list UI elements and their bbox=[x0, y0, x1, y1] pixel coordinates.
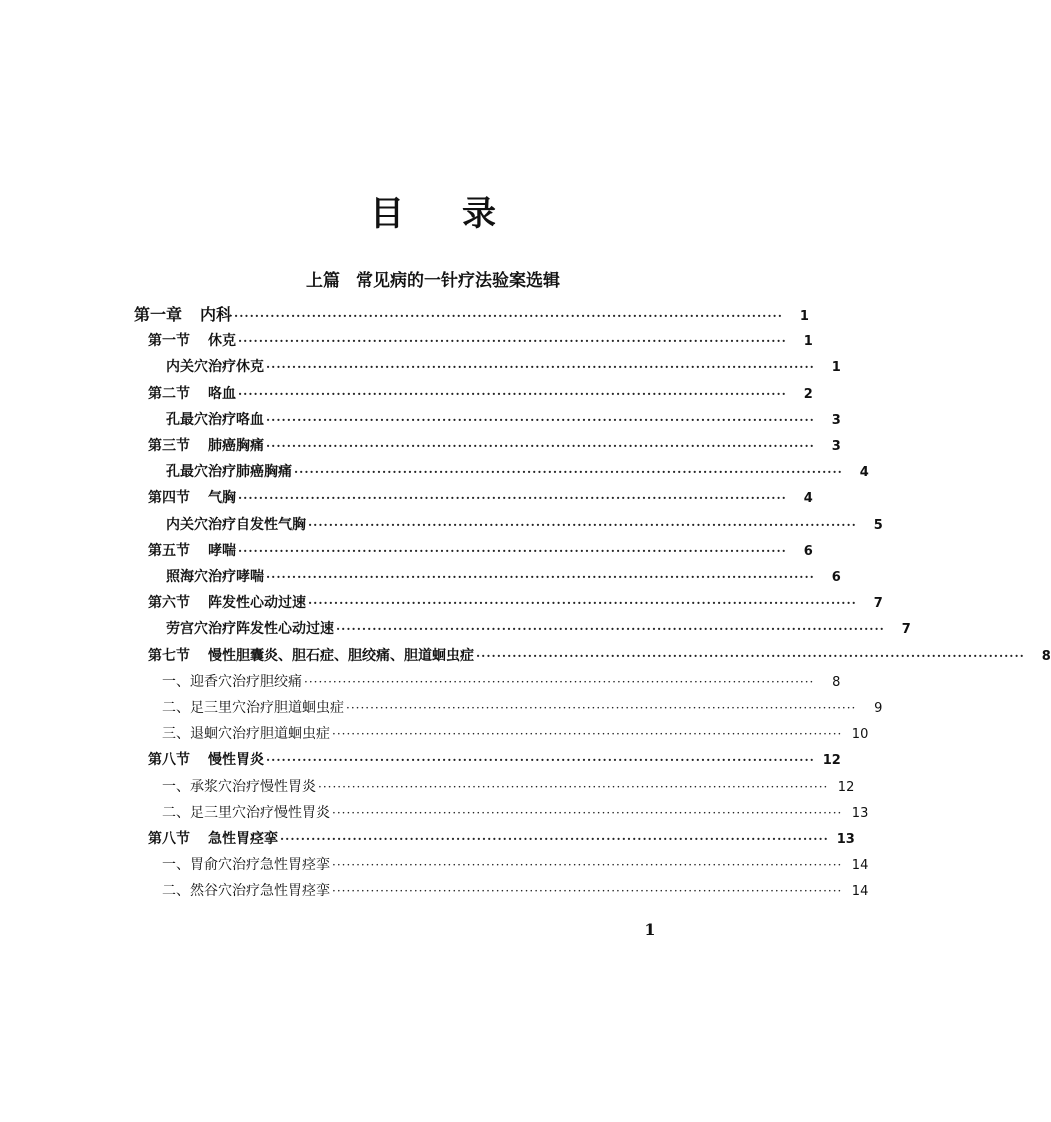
toc-title: 肺癌胸痛 bbox=[208, 438, 264, 454]
dot-leader: ·········································································································· bbox=[266, 753, 815, 767]
dot-leader: ·········································································································· bbox=[304, 675, 815, 689]
toc-row bbox=[162, 800, 869, 826]
page-title bbox=[0, 186, 866, 235]
toc-label bbox=[166, 616, 334, 642]
toc-row bbox=[148, 643, 1051, 669]
toc-label bbox=[166, 512, 306, 538]
dot-leader: ·········································································································· bbox=[332, 727, 843, 741]
toc-row bbox=[166, 459, 869, 485]
toc-row bbox=[148, 538, 813, 564]
dot-leader: ·········································································································· bbox=[294, 465, 843, 479]
toc-title: 孔最穴治疗咯血 bbox=[166, 412, 264, 428]
dot-leader: ·········································································································· bbox=[308, 596, 857, 610]
toc-title: 一、迎香穴治疗胆绞痛 bbox=[162, 674, 302, 690]
part-label: 上篇 bbox=[306, 271, 340, 291]
dot-leader: ·········································································································· bbox=[476, 649, 1025, 663]
toc-title: 急性胃痉挛 bbox=[208, 831, 278, 847]
toc-page-number: 6 bbox=[831, 570, 841, 585]
toc-title: 慢性胃炎 bbox=[208, 752, 264, 768]
toc-row bbox=[148, 747, 841, 773]
toc-number: 第二节 bbox=[148, 386, 190, 402]
dot-leader: ·········································································································· bbox=[266, 360, 815, 374]
toc-label bbox=[134, 302, 232, 328]
toc-label bbox=[166, 407, 264, 433]
toc-number: 第八节 bbox=[148, 831, 190, 847]
toc-title: 一、承浆穴治疗慢性胃炎 bbox=[162, 779, 316, 795]
toc-title: 休克 bbox=[208, 333, 236, 349]
toc-row bbox=[166, 616, 911, 642]
part-heading bbox=[0, 266, 866, 291]
dot-leader: ·········································································································· bbox=[266, 570, 815, 584]
toc-page-number: 8 bbox=[832, 675, 841, 690]
toc-row bbox=[162, 852, 869, 878]
toc-row bbox=[148, 433, 841, 459]
toc-label bbox=[162, 669, 302, 695]
toc-row bbox=[162, 774, 855, 800]
toc-label bbox=[162, 852, 330, 878]
toc-label bbox=[148, 826, 278, 852]
dot-leader: ·········································································································· bbox=[238, 491, 787, 505]
toc-title: 一、胃俞穴治疗急性胃痉挛 bbox=[162, 857, 330, 873]
toc-row bbox=[148, 590, 883, 616]
toc-row bbox=[148, 826, 855, 852]
toc-row bbox=[162, 669, 841, 695]
toc-page-number: 1 bbox=[799, 309, 809, 324]
toc-page-number: 1 bbox=[831, 360, 841, 375]
toc-label bbox=[148, 538, 236, 564]
toc-number: 第一章 bbox=[134, 305, 183, 324]
toc-row bbox=[166, 354, 841, 380]
toc-page-number: 13 bbox=[836, 832, 855, 847]
toc-row bbox=[148, 485, 813, 511]
toc-title: 孔最穴治疗肺癌胸痛 bbox=[166, 464, 292, 480]
toc-title: 二、足三里穴治疗胆道蛔虫症 bbox=[162, 700, 344, 716]
toc-page-number: 14 bbox=[851, 858, 869, 873]
toc-title: 照海穴治疗哮喘 bbox=[166, 569, 264, 585]
toc-label bbox=[162, 695, 344, 721]
toc-row bbox=[162, 878, 869, 904]
toc-page-number: 2 bbox=[803, 387, 813, 402]
toc-number: 第六节 bbox=[148, 595, 190, 611]
toc-row bbox=[166, 407, 841, 433]
toc-title: 二、足三里穴治疗慢性胃炎 bbox=[162, 805, 330, 821]
toc-label bbox=[162, 774, 316, 800]
toc-label bbox=[148, 643, 474, 669]
toc-row bbox=[162, 695, 883, 721]
toc-page-number: 3 bbox=[831, 439, 841, 454]
toc-title: 二、然谷穴治疗急性胃痉挛 bbox=[162, 883, 330, 899]
toc-number: 第七节 bbox=[148, 648, 190, 664]
toc-page-number: 6 bbox=[803, 544, 813, 559]
toc-title: 气胸 bbox=[208, 490, 236, 506]
dot-leader: ·········································································································· bbox=[332, 806, 843, 820]
dot-leader: ·········································································································· bbox=[332, 884, 843, 898]
toc-label bbox=[166, 564, 264, 590]
toc-page-number: 4 bbox=[859, 465, 869, 480]
title-char-2: 录 bbox=[462, 194, 496, 234]
toc-label bbox=[148, 485, 236, 511]
toc-label bbox=[162, 800, 330, 826]
toc-row bbox=[134, 302, 809, 328]
toc-label bbox=[166, 354, 264, 380]
toc-label bbox=[148, 433, 264, 459]
toc-page-number: 1 bbox=[803, 334, 813, 349]
toc-label bbox=[166, 459, 292, 485]
dot-leader: ·········································································································· bbox=[332, 858, 843, 872]
toc-page-number: 8 bbox=[1041, 649, 1051, 664]
toc-title: 哮喘 bbox=[208, 543, 236, 559]
toc-page-number: 3 bbox=[831, 413, 841, 428]
toc-page-number: 10 bbox=[851, 727, 869, 742]
toc-page-number: 7 bbox=[873, 596, 883, 611]
toc-label bbox=[162, 721, 330, 747]
title-char-1: 目 bbox=[370, 194, 404, 234]
toc-number: 第一节 bbox=[148, 333, 190, 349]
toc-title: 阵发性心动过速 bbox=[208, 595, 306, 611]
toc-title: 内科 bbox=[200, 305, 233, 324]
dot-leader: ·········································································································· bbox=[266, 439, 815, 453]
toc-row bbox=[166, 512, 883, 538]
toc-page-number: 14 bbox=[851, 884, 869, 899]
toc-row bbox=[166, 564, 841, 590]
toc-title: 内关穴治疗休克 bbox=[166, 359, 264, 375]
toc-number: 第三节 bbox=[148, 438, 190, 454]
dot-leader: ·········································································································· bbox=[238, 544, 787, 558]
dot-leader: ·········································································································· bbox=[280, 832, 829, 846]
toc-title: 内关穴治疗自发性气胸 bbox=[166, 517, 306, 533]
toc-label bbox=[162, 878, 330, 904]
toc-title: 咯血 bbox=[208, 386, 236, 402]
dot-leader: ·········································································································· bbox=[346, 701, 857, 715]
toc-page-number: 12 bbox=[837, 780, 855, 795]
toc-number: 第八节 bbox=[148, 752, 190, 768]
toc-page-number: 4 bbox=[803, 491, 813, 506]
dot-leader: ·········································································································· bbox=[308, 518, 857, 532]
toc-title: 慢性胆囊炎、胆石症、胆绞痛、胆道蛔虫症 bbox=[208, 648, 474, 664]
toc-label bbox=[148, 747, 264, 773]
toc-page-number: 7 bbox=[901, 622, 911, 637]
part-title: 常见病的一针疗法验案选辑 bbox=[356, 271, 560, 291]
toc-row bbox=[148, 381, 813, 407]
toc-title: 劳宫穴治疗阵发性心动过速 bbox=[166, 621, 334, 637]
dot-leader: ·········································································································· bbox=[336, 622, 885, 636]
page-number: 1 bbox=[644, 920, 656, 939]
dot-leader: ·········································································································· bbox=[318, 780, 829, 794]
toc-row bbox=[148, 328, 813, 354]
dot-leader: ·········································································································· bbox=[238, 387, 787, 401]
toc-page-number: 12 bbox=[822, 753, 841, 768]
toc-label bbox=[148, 590, 306, 616]
toc-label bbox=[148, 381, 236, 407]
toc-page-number: 5 bbox=[873, 518, 883, 533]
dot-leader: ·········································································································· bbox=[238, 334, 787, 348]
dot-leader: ·········································································································· bbox=[266, 413, 815, 427]
dot-leader: ·········································································································· bbox=[234, 309, 783, 323]
toc-number: 第五节 bbox=[148, 543, 190, 559]
toc-row bbox=[162, 721, 869, 747]
toc-title: 三、退蛔穴治疗胆道蛔虫症 bbox=[162, 726, 330, 742]
toc-label bbox=[148, 328, 236, 354]
toc-page-number: 13 bbox=[851, 806, 869, 821]
toc-number: 第四节 bbox=[148, 490, 190, 506]
toc-page-number: 9 bbox=[874, 701, 883, 716]
